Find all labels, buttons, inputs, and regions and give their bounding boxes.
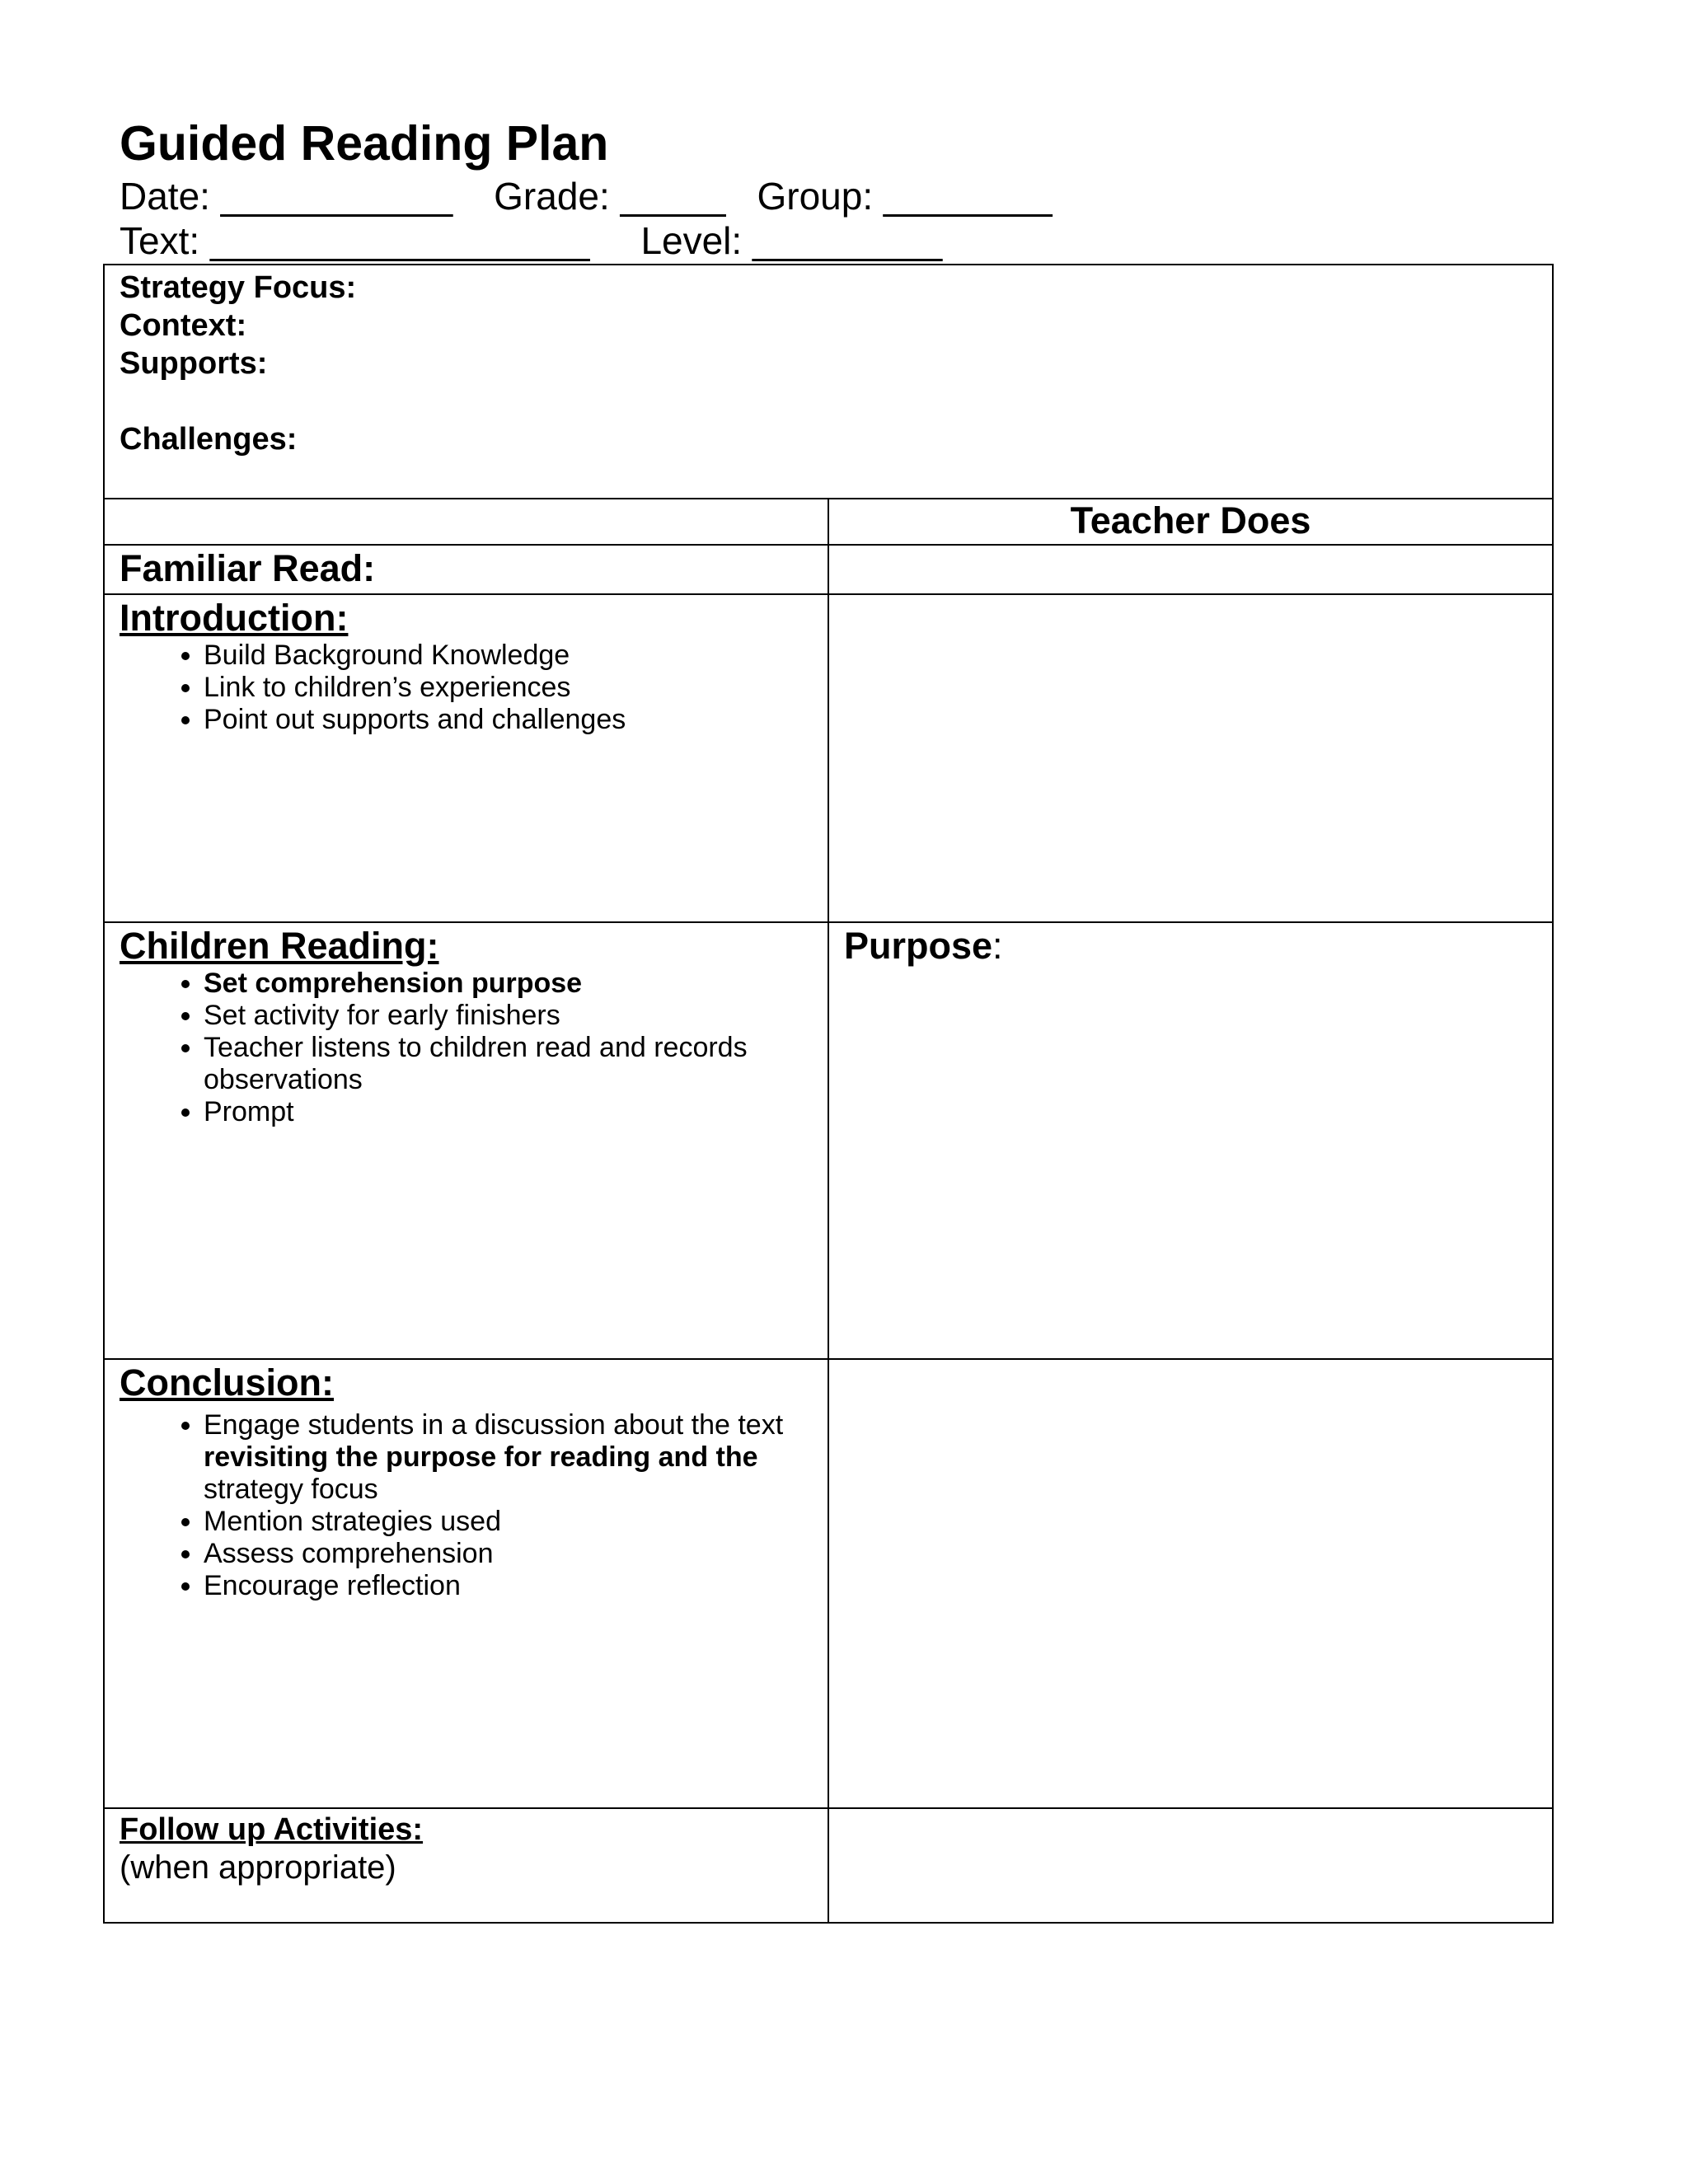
list-item: • Prompt <box>204 1096 816 1128</box>
list-item: • Assess comprehension <box>204 1538 816 1570</box>
grade-label: Grade: <box>494 175 610 218</box>
children-reading-input-cell[interactable] <box>828 922 1553 1359</box>
list-item: • Point out supports and challenges <box>204 704 816 736</box>
column-header-empty-cell <box>104 499 828 545</box>
context-label: Context: <box>120 308 247 343</box>
follow-up-subtitle: (when appropriate) <box>120 1849 396 1886</box>
children-reading-row <box>104 922 1553 1359</box>
conclusion-bullet1-end: strategy focus <box>204 1474 378 1505</box>
header-line-date-grade-group <box>120 175 1053 218</box>
date-label: Date: <box>120 175 210 218</box>
conclusion-bullet1-text: Engage students in a discussion about the text <box>204 1409 784 1441</box>
level-label: Level: <box>640 219 743 262</box>
follow-up-input-cell[interactable] <box>828 1808 1553 1923</box>
column-header-row <box>104 499 1553 545</box>
familiar-read-input-cell[interactable] <box>828 545 1553 594</box>
group-label: Group: <box>757 175 874 218</box>
list-item: • Set activity for early finishers <box>204 1000 816 1032</box>
level-field[interactable]: _________ <box>752 219 943 262</box>
list-item: • Link to children’s experiences <box>204 672 816 704</box>
purpose-colon: : <box>992 925 1003 967</box>
conclusion-row <box>104 1359 1553 1808</box>
children-reading-title: Children Reading: <box>120 925 439 967</box>
strategy-row <box>104 265 1553 499</box>
group-field[interactable]: ________ <box>883 175 1053 218</box>
purpose-label-text: Purpose <box>844 925 993 967</box>
header-line-text-level <box>120 219 942 263</box>
introduction-input-cell[interactable] <box>828 594 1553 922</box>
follow-up-title: Follow up Activities: <box>120 1812 424 1847</box>
list-item <box>204 1409 816 1506</box>
conclusion-label-cell <box>104 1359 828 1808</box>
grade-field[interactable]: _____ <box>620 175 726 218</box>
conclusion-title: Conclusion: <box>120 1361 334 1404</box>
introduction-title: Introduction: <box>120 597 349 639</box>
conclusion-bullets <box>120 1409 816 1602</box>
list-item: • Teacher listens to children read and records observations <box>204 1032 816 1096</box>
follow-up-row <box>104 1808 1553 1923</box>
text-field[interactable]: __________________ <box>209 219 590 262</box>
strategy-box[interactable] <box>104 265 1553 499</box>
text-label: Text: <box>120 219 200 262</box>
list-item: • Encourage reflection <box>204 1570 816 1602</box>
column-header-cell <box>828 499 1553 545</box>
familiar-read-label: Familiar Read: <box>120 547 376 589</box>
teacher-does-header: Teacher Does <box>1070 499 1311 541</box>
conclusion-bullet1-bold: revisiting the purpose for reading and the <box>204 1441 758 1473</box>
children-reading-label-cell <box>104 922 828 1359</box>
children-reading-bullets <box>120 968 816 1128</box>
follow-up-label-cell <box>104 1808 828 1923</box>
date-field[interactable]: ___________ <box>220 175 453 218</box>
familiar-read-label-cell <box>104 545 828 594</box>
list-item: • Mention strategies used <box>204 1506 816 1538</box>
supports-label: Supports: <box>120 346 268 381</box>
challenges-label: Challenges: <box>120 422 298 457</box>
strategy-focus-label: Strategy Focus: <box>120 270 357 305</box>
page-title: Guided Reading Plan <box>120 116 609 171</box>
list-item: • Build Background Knowledge <box>204 640 816 672</box>
familiar-read-row <box>104 545 1553 594</box>
introduction-label-cell <box>104 594 828 922</box>
plan-table <box>103 264 1554 1924</box>
list-item: • Set comprehension purpose <box>204 968 816 1000</box>
purpose-label <box>829 923 1552 969</box>
introduction-bullets <box>120 640 816 736</box>
conclusion-input-cell[interactable] <box>828 1359 1553 1808</box>
introduction-row <box>104 594 1553 922</box>
